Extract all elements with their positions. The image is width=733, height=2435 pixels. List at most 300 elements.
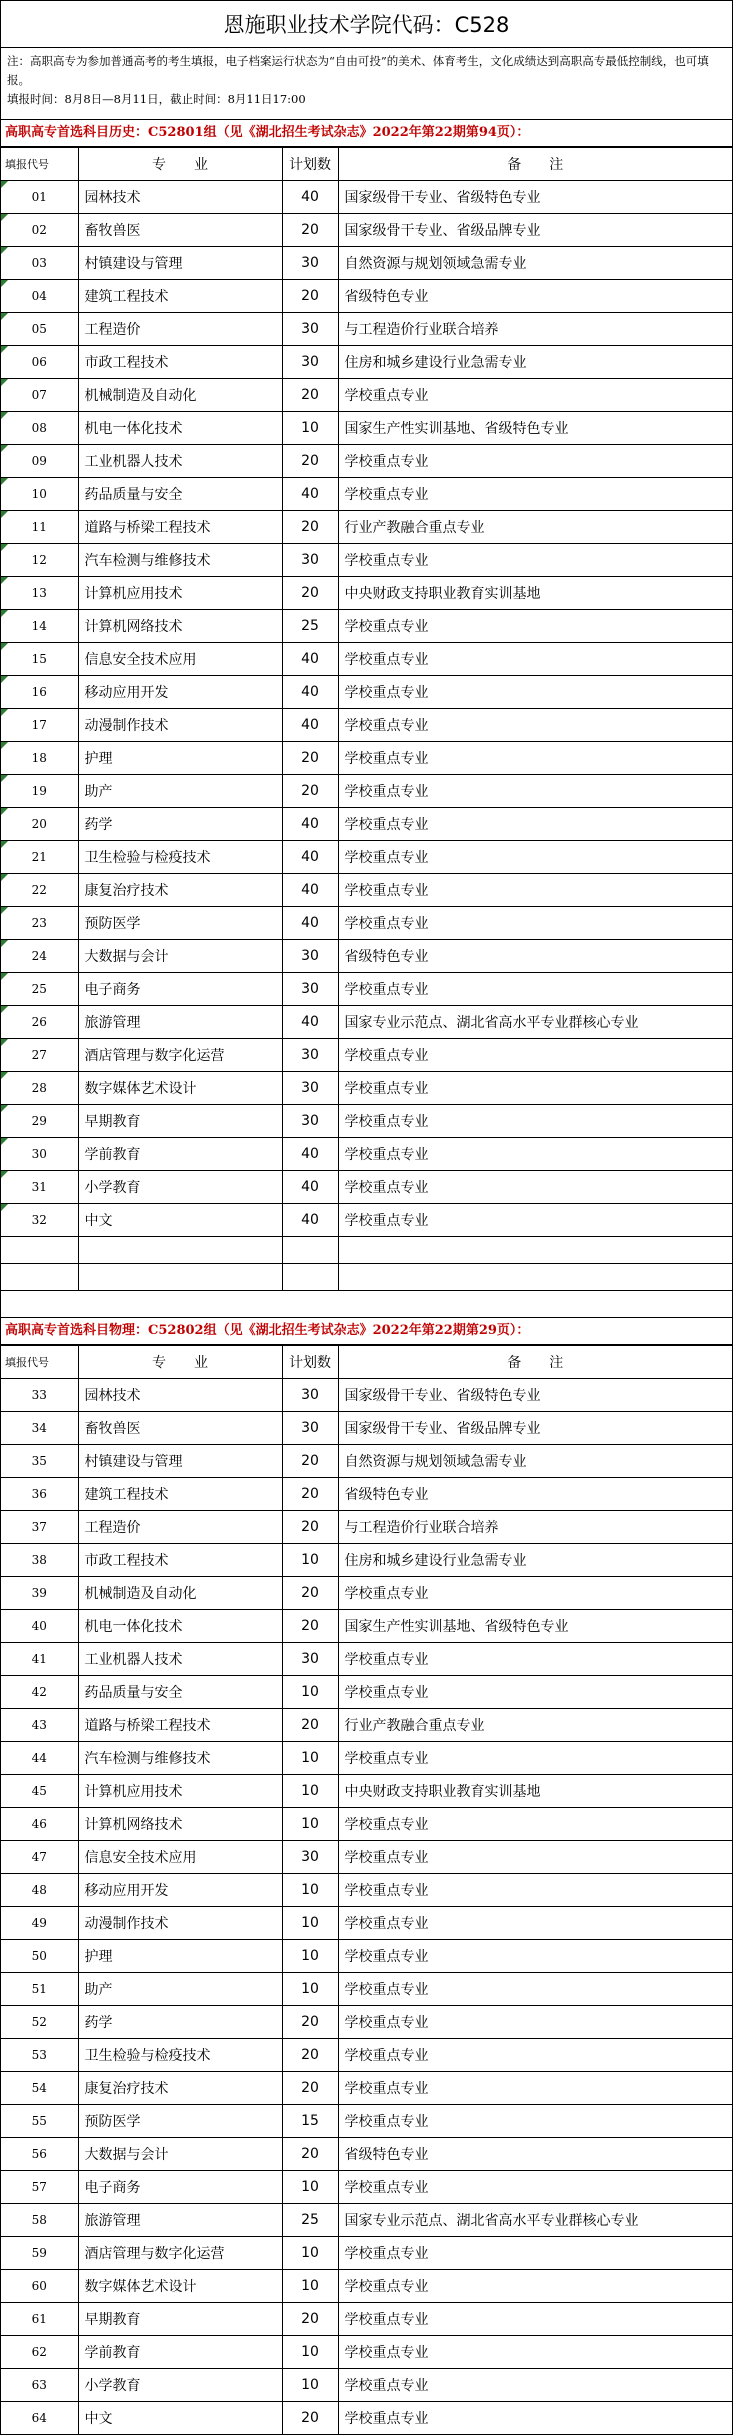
row-plan: 40 xyxy=(282,676,338,709)
table-row xyxy=(1,1676,732,1709)
header-major: 专 业 xyxy=(78,1346,282,1379)
cell-marker-icon xyxy=(1,247,8,254)
blank-row xyxy=(1,1237,732,1264)
row-code-cell xyxy=(1,1874,78,1907)
row-major: 工程造价 xyxy=(78,313,282,346)
row-code-cell xyxy=(1,1544,78,1577)
table-row xyxy=(1,643,732,676)
table-row xyxy=(1,1643,732,1676)
row-code-cell xyxy=(1,478,78,511)
row-plan: 20 xyxy=(282,1511,338,1544)
row-note: 省级特色专业 xyxy=(338,2138,732,2171)
row-plan: 25 xyxy=(282,2204,338,2237)
table-row xyxy=(1,907,732,940)
row-note: 学校重点专业 xyxy=(338,379,732,412)
row-note: 国家专业示范点、湖北省高水平专业群核心专业 xyxy=(338,1006,732,1039)
row-note: 学校重点专业 xyxy=(338,643,732,676)
table-row xyxy=(1,940,732,973)
row-major: 计算机网络技术 xyxy=(78,610,282,643)
row-plan: 20 xyxy=(282,2402,338,2435)
row-note: 学校重点专业 xyxy=(338,1105,732,1138)
row-code: 64 xyxy=(31,2411,47,2425)
row-code: 31 xyxy=(31,1180,47,1194)
row-major: 旅游管理 xyxy=(78,2204,282,2237)
row-plan: 10 xyxy=(282,1544,338,1577)
row-note: 自然资源与规划领域急需专业 xyxy=(338,247,732,280)
row-code-cell xyxy=(1,2402,78,2435)
notice xyxy=(1,48,732,120)
row-code: 17 xyxy=(31,718,47,732)
row-code: 05 xyxy=(31,322,47,336)
cell-marker-icon xyxy=(1,874,8,881)
row-plan: 20 xyxy=(282,742,338,775)
table-row xyxy=(1,2204,732,2237)
cell-marker-icon xyxy=(1,643,8,650)
table-row xyxy=(1,544,732,577)
row-code-cell xyxy=(1,1039,78,1072)
row-plan: 20 xyxy=(282,1445,338,1478)
cell-marker-icon xyxy=(1,412,8,419)
row-code-cell xyxy=(1,1742,78,1775)
row-note: 学校重点专业 xyxy=(338,2105,732,2138)
row-code: 58 xyxy=(31,2213,47,2227)
row-plan: 10 xyxy=(282,1742,338,1775)
row-major: 建筑工程技术 xyxy=(78,280,282,313)
section-spacer xyxy=(1,1291,732,1318)
row-major: 中文 xyxy=(78,1204,282,1237)
row-major: 园林技术 xyxy=(78,1379,282,1412)
cell-marker-icon xyxy=(1,1204,8,1211)
row-code-cell xyxy=(1,544,78,577)
row-code-cell xyxy=(1,1478,78,1511)
row-code: 43 xyxy=(31,1718,47,1732)
row-major: 机电一体化技术 xyxy=(78,412,282,445)
cell-marker-icon xyxy=(1,1171,8,1178)
row-note: 与工程造价行业联合培养 xyxy=(338,1511,732,1544)
row-note: 学校重点专业 xyxy=(338,709,732,742)
row-code: 21 xyxy=(31,850,47,864)
row-major: 数字媒体艺术设计 xyxy=(78,2270,282,2303)
row-code: 08 xyxy=(31,421,47,435)
row-plan: 10 xyxy=(282,2171,338,2204)
row-note: 学校重点专业 xyxy=(338,1940,732,1973)
cell-marker-icon xyxy=(1,577,8,584)
row-note: 学校重点专业 xyxy=(338,742,732,775)
row-note: 学校重点专业 xyxy=(338,1039,732,1072)
row-code-cell xyxy=(1,1204,78,1237)
row-plan: 30 xyxy=(282,973,338,1006)
row-code-cell xyxy=(1,874,78,907)
table-row xyxy=(1,478,732,511)
header-note: 备 注 xyxy=(338,148,732,181)
table-row xyxy=(1,280,732,313)
row-plan: 40 xyxy=(282,907,338,940)
cell-marker-icon xyxy=(1,940,8,947)
row-code: 03 xyxy=(31,256,47,270)
row-major: 动漫制作技术 xyxy=(78,1907,282,1940)
admission-table xyxy=(1,1345,732,2435)
row-code: 27 xyxy=(31,1048,47,1062)
cell-marker-icon xyxy=(1,610,8,617)
row-note: 学校重点专业 xyxy=(338,445,732,478)
table-row xyxy=(1,2039,732,2072)
row-code-cell xyxy=(1,841,78,874)
row-code-cell xyxy=(1,643,78,676)
row-code-cell xyxy=(1,2336,78,2369)
row-plan: 40 xyxy=(282,643,338,676)
row-code: 13 xyxy=(31,586,47,600)
row-plan: 40 xyxy=(282,874,338,907)
row-plan: 40 xyxy=(282,709,338,742)
row-code-cell xyxy=(1,1171,78,1204)
row-code-cell xyxy=(1,1511,78,1544)
row-note: 学校重点专业 xyxy=(338,1577,732,1610)
row-plan: 40 xyxy=(282,1138,338,1171)
row-code-cell xyxy=(1,676,78,709)
row-major: 畜牧兽医 xyxy=(78,214,282,247)
table-row xyxy=(1,742,732,775)
row-plan: 20 xyxy=(282,2138,338,2171)
table-row xyxy=(1,445,732,478)
row-major: 村镇建设与管理 xyxy=(78,247,282,280)
row-plan: 30 xyxy=(282,1643,338,1676)
cell-marker-icon xyxy=(1,544,8,551)
table-row xyxy=(1,676,732,709)
row-major: 学前教育 xyxy=(78,2336,282,2369)
row-note: 学校重点专业 xyxy=(338,2006,732,2039)
row-note: 国家专业示范点、湖北省高水平专业群核心专业 xyxy=(338,2204,732,2237)
row-major: 机械制造及自动化 xyxy=(78,379,282,412)
row-code-cell xyxy=(1,709,78,742)
row-code-cell xyxy=(1,577,78,610)
row-major: 信息安全技术应用 xyxy=(78,1841,282,1874)
row-plan: 20 xyxy=(282,775,338,808)
row-plan: 30 xyxy=(282,940,338,973)
header-code: 填报代号 xyxy=(1,1346,78,1379)
row-code: 55 xyxy=(31,2114,47,2128)
cell-marker-icon xyxy=(1,445,8,452)
row-code-cell xyxy=(1,1676,78,1709)
row-code: 39 xyxy=(31,1586,47,1600)
row-code: 01 xyxy=(31,190,47,204)
row-note: 学校重点专业 xyxy=(338,907,732,940)
row-code-cell xyxy=(1,1775,78,1808)
table-row xyxy=(1,1808,732,1841)
row-plan: 20 xyxy=(282,2072,338,2105)
row-major: 建筑工程技术 xyxy=(78,1478,282,1511)
row-note: 省级特色专业 xyxy=(338,1478,732,1511)
row-code-cell xyxy=(1,445,78,478)
cell-marker-icon xyxy=(1,775,8,782)
table-row xyxy=(1,379,732,412)
row-plan: 30 xyxy=(282,247,338,280)
row-code: 37 xyxy=(31,1520,47,1534)
cell-marker-icon xyxy=(1,478,8,485)
table-row xyxy=(1,775,732,808)
row-code: 56 xyxy=(31,2147,47,2161)
row-note: 行业产教融合重点专业 xyxy=(338,1709,732,1742)
group-title: 高职高专首选科目历史：C52801组（见《湖北招生考试杂志》2022年第22期第94页）： xyxy=(1,120,732,147)
row-code: 25 xyxy=(31,982,47,996)
row-note: 国家级骨干专业、省级特色专业 xyxy=(338,1379,732,1412)
row-major: 学前教育 xyxy=(78,1138,282,1171)
row-code: 10 xyxy=(31,487,47,501)
row-note: 学校重点专业 xyxy=(338,1676,732,1709)
row-code: 30 xyxy=(31,1147,47,1161)
row-note: 中央财政支持职业教育实训基地 xyxy=(338,577,732,610)
row-code-cell xyxy=(1,2204,78,2237)
row-code-cell xyxy=(1,1907,78,1940)
row-code-cell xyxy=(1,1643,78,1676)
row-code: 32 xyxy=(31,1213,47,1227)
row-plan: 10 xyxy=(282,2369,338,2402)
row-code: 04 xyxy=(31,289,47,303)
row-plan: 40 xyxy=(282,181,338,214)
row-major: 康复治疗技术 xyxy=(78,2072,282,2105)
table-row xyxy=(1,577,732,610)
row-major: 助产 xyxy=(78,775,282,808)
notice-text: 注：高职高专为参加普通高考的考生填报，电子档案运行状态为“自由可投”的美术、体育考生，文化成绩达到高职高专最低控制线，也可填报。 xyxy=(7,54,709,87)
table-row xyxy=(1,610,732,643)
table-row xyxy=(1,2006,732,2039)
row-note: 中央财政支持职业教育实训基地 xyxy=(338,1775,732,1808)
table-row xyxy=(1,214,732,247)
table-row xyxy=(1,874,732,907)
row-note: 学校重点专业 xyxy=(338,478,732,511)
row-code-cell xyxy=(1,2072,78,2105)
row-code: 52 xyxy=(31,2015,47,2029)
table-row xyxy=(1,1610,732,1643)
row-major: 工程造价 xyxy=(78,1511,282,1544)
row-major: 中文 xyxy=(78,2402,282,2435)
row-plan: 30 xyxy=(282,1072,338,1105)
row-note: 学校重点专业 xyxy=(338,2237,732,2270)
row-code-cell xyxy=(1,2237,78,2270)
row-code: 12 xyxy=(31,553,47,567)
row-code: 11 xyxy=(31,520,47,534)
row-note: 学校重点专业 xyxy=(338,544,732,577)
row-code-cell xyxy=(1,247,78,280)
row-code: 06 xyxy=(31,355,47,369)
admission-table xyxy=(1,147,732,1291)
row-code: 42 xyxy=(31,1685,47,1699)
row-note: 学校重点专业 xyxy=(338,973,732,1006)
row-code: 45 xyxy=(31,1784,47,1798)
row-major: 工业机器人技术 xyxy=(78,1643,282,1676)
row-code: 57 xyxy=(31,2180,47,2194)
row-note: 学校重点专业 xyxy=(338,874,732,907)
table-row xyxy=(1,2336,732,2369)
table-row xyxy=(1,973,732,1006)
row-code: 51 xyxy=(31,1982,47,1996)
row-note: 学校重点专业 xyxy=(338,1808,732,1841)
row-note: 学校重点专业 xyxy=(338,676,732,709)
table-row xyxy=(1,1171,732,1204)
row-code: 41 xyxy=(31,1652,47,1666)
row-code-cell xyxy=(1,940,78,973)
table-row xyxy=(1,2303,732,2336)
row-plan: 40 xyxy=(282,478,338,511)
row-plan: 30 xyxy=(282,346,338,379)
row-code: 15 xyxy=(31,652,47,666)
row-note: 国家级骨干专业、省级品牌专业 xyxy=(338,214,732,247)
row-code: 35 xyxy=(31,1454,47,1468)
row-major: 汽车检测与维修技术 xyxy=(78,1742,282,1775)
row-plan: 30 xyxy=(282,1039,338,1072)
row-code: 44 xyxy=(31,1751,47,1765)
row-major: 移动应用开发 xyxy=(78,1874,282,1907)
row-major: 移动应用开发 xyxy=(78,676,282,709)
cell-marker-icon xyxy=(1,1138,8,1145)
row-plan: 10 xyxy=(282,1874,338,1907)
row-major: 卫生检验与检疫技术 xyxy=(78,2039,282,2072)
table-row xyxy=(1,181,732,214)
row-code-cell xyxy=(1,2303,78,2336)
row-plan: 30 xyxy=(282,544,338,577)
row-code-cell xyxy=(1,181,78,214)
row-code-cell xyxy=(1,1577,78,1610)
row-major: 预防医学 xyxy=(78,907,282,940)
row-note: 学校重点专业 xyxy=(338,2171,732,2204)
row-major: 工业机器人技术 xyxy=(78,445,282,478)
cell-marker-icon xyxy=(1,511,8,518)
row-code-cell xyxy=(1,2171,78,2204)
row-note: 学校重点专业 xyxy=(338,1973,732,2006)
row-code: 14 xyxy=(31,619,47,633)
table-row xyxy=(1,1379,732,1412)
row-code: 16 xyxy=(31,685,47,699)
row-note: 学校重点专业 xyxy=(338,2072,732,2105)
row-plan: 20 xyxy=(282,445,338,478)
table-row xyxy=(1,709,732,742)
cell-marker-icon xyxy=(1,1072,8,1079)
row-note: 学校重点专业 xyxy=(338,841,732,874)
row-plan: 30 xyxy=(282,1841,338,1874)
row-major: 药品质量与安全 xyxy=(78,1676,282,1709)
row-code: 24 xyxy=(31,949,47,963)
row-plan: 10 xyxy=(282,2336,338,2369)
row-major: 村镇建设与管理 xyxy=(78,1445,282,1478)
row-major: 康复治疗技术 xyxy=(78,874,282,907)
row-plan: 20 xyxy=(282,2039,338,2072)
row-note: 住房和城乡建设行业急需专业 xyxy=(338,346,732,379)
row-major: 汽车检测与维修技术 xyxy=(78,544,282,577)
row-code-cell xyxy=(1,2369,78,2402)
row-note: 学校重点专业 xyxy=(338,1138,732,1171)
row-code-cell xyxy=(1,1412,78,1445)
row-code-cell xyxy=(1,1445,78,1478)
row-code: 40 xyxy=(31,1619,47,1633)
table-row xyxy=(1,1709,732,1742)
row-major: 信息安全技术应用 xyxy=(78,643,282,676)
row-major: 预防医学 xyxy=(78,2105,282,2138)
table-row xyxy=(1,1874,732,1907)
row-code-cell xyxy=(1,379,78,412)
row-code: 63 xyxy=(31,2378,47,2392)
cell-marker-icon xyxy=(1,346,8,353)
cell-marker-icon xyxy=(1,379,8,386)
table-header-row xyxy=(1,148,732,181)
blank-cell xyxy=(338,1237,732,1264)
row-note: 国家级骨干专业、省级特色专业 xyxy=(338,181,732,214)
row-major: 畜牧兽医 xyxy=(78,1412,282,1445)
header-plan: 计划数 xyxy=(282,148,338,181)
row-code-cell xyxy=(1,1709,78,1742)
table-row xyxy=(1,2369,732,2402)
table-row xyxy=(1,1973,732,2006)
row-note: 学校重点专业 xyxy=(338,2402,732,2435)
row-plan: 10 xyxy=(282,1775,338,1808)
row-major: 机械制造及自动化 xyxy=(78,1577,282,1610)
row-note: 学校重点专业 xyxy=(338,1907,732,1940)
row-note: 学校重点专业 xyxy=(338,1171,732,1204)
table-row xyxy=(1,1841,732,1874)
blank-cell xyxy=(1,1264,78,1291)
table-row xyxy=(1,2072,732,2105)
row-code: 26 xyxy=(31,1015,47,1029)
row-note: 学校重点专业 xyxy=(338,2336,732,2369)
row-major: 市政工程技术 xyxy=(78,1544,282,1577)
row-plan: 30 xyxy=(282,1379,338,1412)
header-plan: 计划数 xyxy=(282,1346,338,1379)
row-plan: 10 xyxy=(282,1973,338,2006)
row-code-cell xyxy=(1,412,78,445)
row-major: 园林技术 xyxy=(78,181,282,214)
row-major: 计算机应用技术 xyxy=(78,1775,282,1808)
row-major: 小学教育 xyxy=(78,2369,282,2402)
table-row xyxy=(1,2138,732,2171)
row-note: 国家生产性实训基地、省级特色专业 xyxy=(338,412,732,445)
cell-marker-icon xyxy=(1,676,8,683)
header-major: 专 业 xyxy=(78,148,282,181)
row-major: 小学教育 xyxy=(78,1171,282,1204)
row-major: 药学 xyxy=(78,2006,282,2039)
row-code-cell xyxy=(1,1379,78,1412)
row-code: 60 xyxy=(31,2279,47,2293)
cell-marker-icon xyxy=(1,181,8,188)
row-plan: 10 xyxy=(282,412,338,445)
row-code-cell xyxy=(1,280,78,313)
row-note: 学校重点专业 xyxy=(338,2039,732,2072)
row-note: 学校重点专业 xyxy=(338,775,732,808)
blank-cell xyxy=(78,1264,282,1291)
row-code-cell xyxy=(1,2138,78,2171)
row-major: 市政工程技术 xyxy=(78,346,282,379)
row-code: 19 xyxy=(31,784,47,798)
row-code: 53 xyxy=(31,2048,47,2062)
table-row xyxy=(1,1478,732,1511)
table-row xyxy=(1,1006,732,1039)
row-code-cell xyxy=(1,2270,78,2303)
row-code-cell xyxy=(1,2105,78,2138)
row-code-cell xyxy=(1,1808,78,1841)
row-code-cell xyxy=(1,1940,78,1973)
table-row xyxy=(1,2171,732,2204)
row-note: 住房和城乡建设行业急需专业 xyxy=(338,1544,732,1577)
row-major: 旅游管理 xyxy=(78,1006,282,1039)
row-plan: 25 xyxy=(282,610,338,643)
table-row xyxy=(1,1412,732,1445)
table-row xyxy=(1,1544,732,1577)
row-code-cell xyxy=(1,214,78,247)
row-major: 电子商务 xyxy=(78,2171,282,2204)
row-note: 自然资源与规划领域急需专业 xyxy=(338,1445,732,1478)
row-note: 国家生产性实训基地、省级特色专业 xyxy=(338,1610,732,1643)
row-code-cell xyxy=(1,1973,78,2006)
table-row xyxy=(1,1039,732,1072)
row-plan: 10 xyxy=(282,1907,338,1940)
row-note: 学校重点专业 xyxy=(338,1643,732,1676)
